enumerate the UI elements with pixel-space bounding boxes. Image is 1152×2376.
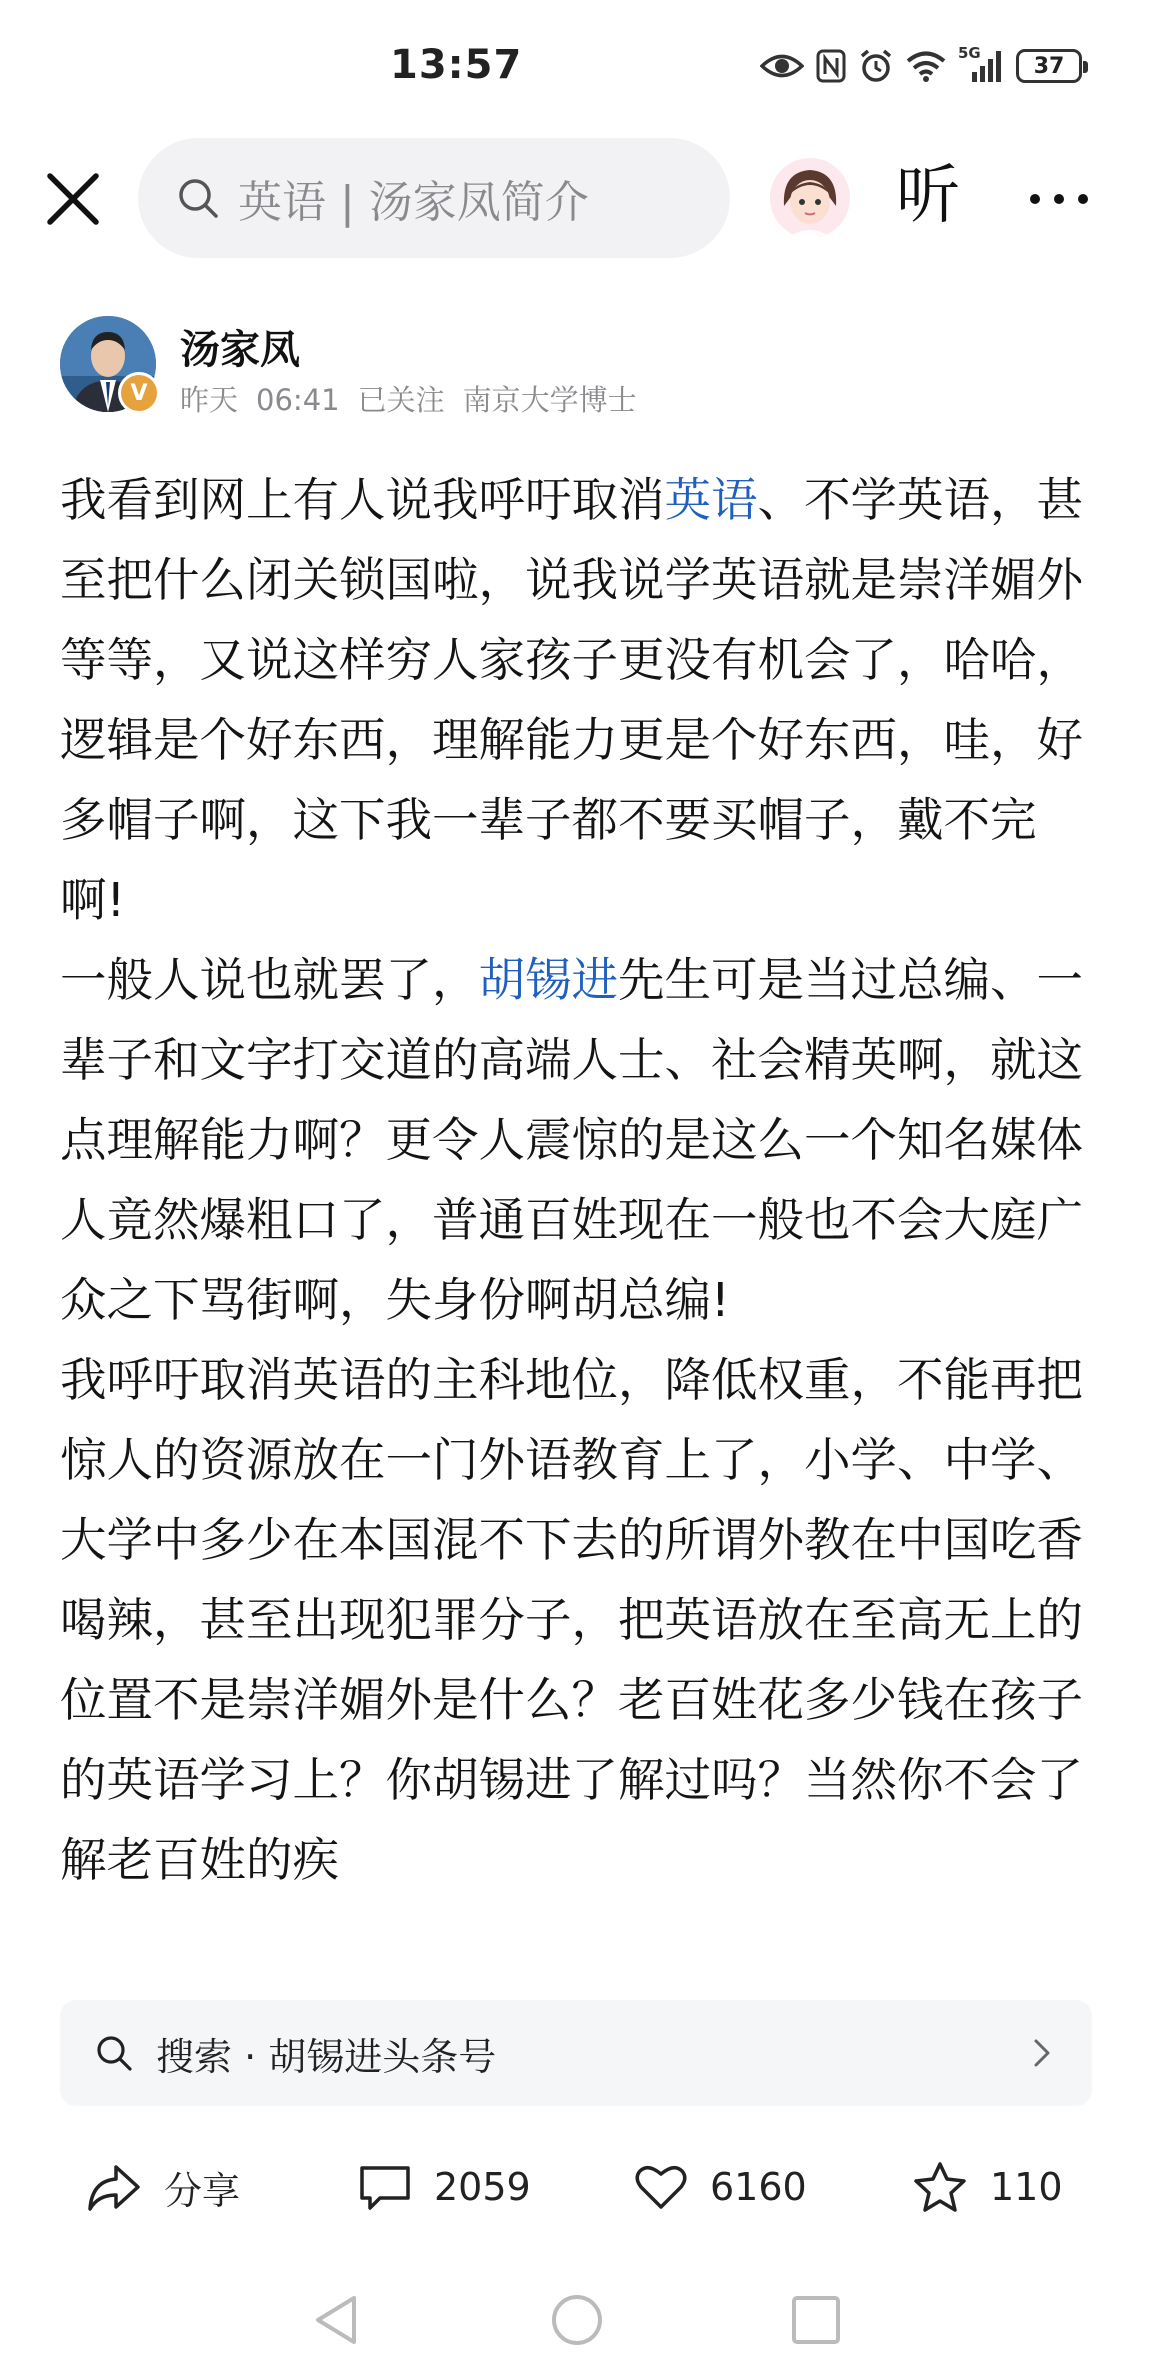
nfc-icon <box>816 49 846 83</box>
wifi-icon <box>906 50 946 82</box>
status-time: 13:57 <box>390 42 523 88</box>
status-icons <box>760 46 1082 86</box>
back-icon[interactable] <box>310 2292 360 2348</box>
share-icon <box>86 2161 142 2213</box>
signal-indicator <box>958 44 1004 84</box>
author-meta <box>180 378 655 419</box>
comment-icon <box>358 2162 412 2212</box>
more-icon[interactable] <box>1024 174 1094 224</box>
post-date: 昨天 <box>180 383 239 417</box>
related-search-label: 搜索 · 胡锡进头条号 <box>156 2034 497 2079</box>
author-header <box>60 316 1100 426</box>
status-bar <box>0 0 1152 130</box>
post-time: 06:41 <box>256 383 340 417</box>
comment-count: 2059 <box>434 2165 531 2209</box>
search-input[interactable] <box>138 138 730 258</box>
action-bar <box>0 2132 1152 2242</box>
share-button[interactable] <box>86 2132 240 2242</box>
verified-badge: V <box>118 372 160 414</box>
battery-level: 37 <box>1033 53 1065 79</box>
alarm-icon <box>858 48 894 84</box>
follow-status[interactable]: 已关注 <box>357 383 445 417</box>
share-label: 分享 <box>164 2168 241 2213</box>
search-query-text: 英语 | 汤家凤简介 <box>238 177 589 228</box>
assistant-avatar-image <box>770 158 850 238</box>
network-type-label: 5G <box>958 44 981 62</box>
close-icon[interactable] <box>40 166 106 232</box>
keyword-link-english[interactable]: 英语 <box>664 473 758 527</box>
top-bar <box>0 136 1152 256</box>
author-name[interactable]: 汤家凤 <box>180 327 300 373</box>
keyword-link-hu-xijin[interactable]: 胡锡进 <box>478 953 618 1007</box>
like-count: 6160 <box>710 2165 807 2209</box>
listen-button[interactable]: 听 <box>896 159 960 233</box>
article-paragraph: 我呼吁取消英语的主科地位，降低权重，不能再把惊人的资源放在一门外语教育上了，小学、中学、大学中多少在本国混不下去的所谓外教在中国吃香喝辣，甚至出现犯罪分子，把英语放在至高无上的位置不是崇洋媚外是什么？老百姓花多少钱在孩子的英语学习上？你胡锡进了解过吗？当然你不会了解老百姓的疾 <box>60 1353 1083 1887</box>
article-body <box>60 460 1100 1960</box>
system-nav-bar <box>0 2270 1152 2376</box>
recents-icon[interactable] <box>790 2292 842 2348</box>
assistant-avatar[interactable] <box>770 158 850 238</box>
article-paragraph: 我看到网上有人说我呼吁取消英语、不学英语，甚至把什么闭关锁国啦，说我说学英语就是崇洋媚外等等，又说这样穷人家孩子更没有机会了，哈哈，逻辑是个好东西，理解能力更是个好东西，哇，好多帽子啊，这下我一辈子都不要买帽子，戴不完啊! <box>60 473 1083 927</box>
home-icon[interactable] <box>549 2292 605 2348</box>
favorite-count: 110 <box>990 2165 1063 2209</box>
battery-icon <box>1016 49 1082 83</box>
article-paragraph: 一般人说也就罢了，胡锡进先生可是当过总编、一辈子和文字打交道的高端人士、社会精英啊，就这点理解能力啊？更令人震惊的是这么一个知名媒体人竟然爆粗口了，普通百姓现在一般也不会大庭广众之下骂街啊，失身份啊胡总编! <box>60 953 1083 1327</box>
related-search-bar[interactable] <box>60 2000 1092 2106</box>
heart-icon <box>634 2162 688 2212</box>
chevron-right-icon <box>1028 2033 1058 2073</box>
search-icon <box>94 2033 134 2073</box>
eye-comfort-icon <box>760 51 804 81</box>
comment-button[interactable] <box>358 2132 531 2242</box>
signal-icon <box>958 48 1004 84</box>
like-button[interactable] <box>634 2132 807 2242</box>
author-title: 南京大学博士 <box>462 383 637 417</box>
star-icon <box>912 2160 968 2214</box>
favorite-button[interactable] <box>912 2132 1063 2242</box>
search-icon <box>176 176 220 220</box>
